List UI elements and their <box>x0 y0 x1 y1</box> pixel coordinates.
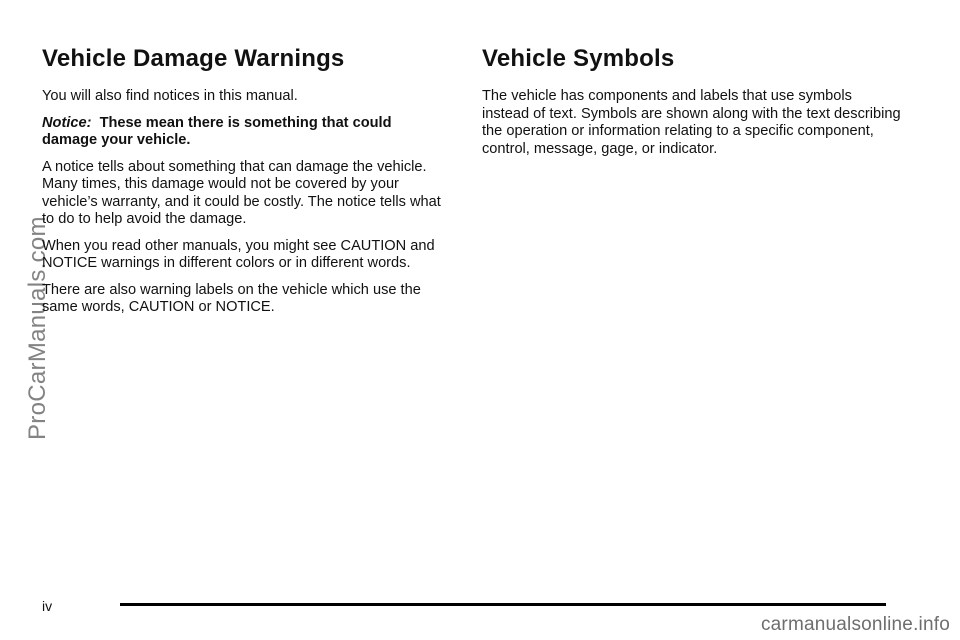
side-watermark: ProCarManuals.com <box>24 216 51 440</box>
other-manuals-paragraph: When you read other manuals, you might see CAUTION and NOTICE warnings in different colors or in different words. <box>42 237 435 271</box>
footer-divider <box>120 603 886 606</box>
warning-labels-paragraph: There are also warning labels on the vehicle which use the same words, CAUTION or NOTICE. <box>42 281 421 315</box>
bottom-watermark: carmanualsonline.info <box>760 614 950 635</box>
right-column <box>482 44 902 167</box>
page-number: iv <box>42 598 53 614</box>
notice-description-paragraph: A notice tells about something that can damage the vehicle. Many times, this damage would not be covered by your vehicle’s warranty, and it could be costly. The notice tells what to do to help avoid the damage. <box>42 158 441 227</box>
left-column <box>42 44 442 326</box>
notice-paragraph <box>42 115 442 150</box>
notice-label: Notice: <box>42 114 92 131</box>
notice-text: These mean there is something that could damage your vehicle. <box>42 114 392 148</box>
section-title-vehicle-symbols: Vehicle Symbols <box>482 45 675 72</box>
symbols-paragraph: The vehicle has components and labels that use symbols instead of text. Symbols are shown along with the text describing the operation or information relating to a specific component, control, message, gage, or indicator. <box>482 88 901 157</box>
section-title-damage-warnings: Vehicle Damage Warnings <box>42 45 345 72</box>
intro-paragraph: You will also find notices in this manual. <box>42 88 298 104</box>
